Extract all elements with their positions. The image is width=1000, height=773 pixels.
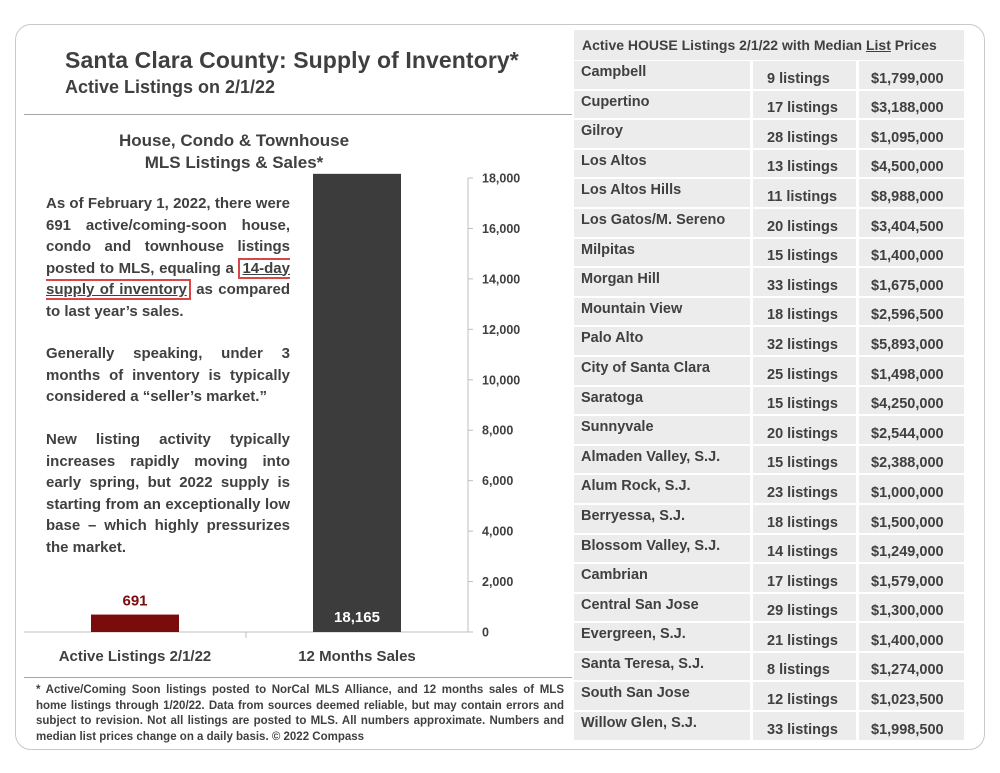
table-row — [574, 653, 964, 683]
description-paragraph-1 — [46, 193, 290, 322]
listings-count-cell: 11 listings — [750, 179, 856, 209]
description-paragraph-2: Generally speaking, under 3 months of inventory is typically considered a “seller’s market.” — [46, 345, 290, 405]
table-row — [574, 505, 964, 535]
y-tick-label: 14,000 — [482, 272, 521, 287]
y-tick-label: 0 — [482, 625, 489, 640]
city-cell: Campbell — [574, 61, 750, 91]
listings-count-cell: 15 listings — [750, 387, 856, 417]
city-cell: City of Santa Clara — [574, 357, 750, 387]
table-row — [574, 682, 964, 712]
median-price-cell: $1,579,000 — [856, 564, 964, 594]
table-row — [574, 357, 964, 387]
median-price-cell: $4,500,000 — [856, 150, 964, 180]
city-cell: Los Gatos/M. Sereno — [574, 209, 750, 239]
listings-count-cell: 33 listings — [750, 712, 856, 742]
bar-value-label: 18,165 — [334, 609, 380, 626]
bar-active-listings — [91, 615, 179, 632]
median-price-cell: $1,400,000 — [856, 239, 964, 269]
x-category-label: Active Listings 2/1/22 — [58, 648, 212, 665]
city-cell: Central San Jose — [574, 594, 750, 624]
page-title: Santa Clara County: Supply of Inventory* — [65, 47, 519, 73]
median-price-cell: $2,388,000 — [856, 446, 964, 476]
table-row — [574, 61, 964, 91]
table-row — [574, 387, 964, 417]
median-price-cell: $2,544,000 — [856, 416, 964, 446]
listings-count-cell: 13 listings — [750, 150, 856, 180]
y-tick-label: 4,000 — [482, 524, 514, 539]
median-price-cell: $5,893,000 — [856, 327, 964, 357]
description-text: as compared to last year’s sales. — [46, 281, 290, 320]
table-row — [574, 209, 964, 239]
y-tick-label: 6,000 — [482, 474, 514, 489]
y-tick-label: 12,000 — [482, 322, 521, 337]
y-tick-label: 16,000 — [482, 221, 521, 236]
city-cell: South San Jose — [574, 682, 750, 712]
listings-count-cell: 28 listings — [750, 120, 856, 150]
listings-count-cell: 32 listings — [750, 327, 856, 357]
table-row — [574, 564, 964, 594]
city-cell: Mountain View — [574, 298, 750, 328]
median-price-cell: $1,675,000 — [856, 268, 964, 298]
city-cell: Los Altos — [574, 150, 750, 180]
city-cell: Willow Glen, S.J. — [574, 712, 750, 742]
median-price-cell: $1,000,000 — [856, 475, 964, 505]
table-row — [574, 594, 964, 624]
city-cell: Almaden Valley, S.J. — [574, 446, 750, 476]
table-heading-text-end: Prices — [890, 37, 937, 53]
y-tick-label: 10,000 — [482, 373, 521, 388]
listings-count-cell: 15 listings — [750, 446, 856, 476]
city-cell: Santa Teresa, S.J. — [574, 653, 750, 683]
median-price-cell: $1,500,000 — [856, 505, 964, 535]
median-price-cell: $1,799,000 — [856, 61, 964, 91]
listings-table — [574, 30, 964, 742]
description-text: As of February 1, 2022, there were 691 active/coming-soon house, condo and townhouse listings posted to MLS, equaling a — [46, 195, 290, 277]
chart-heading-line1: House, Condo & Townhouse — [118, 131, 350, 150]
median-price-cell: $2,596,500 — [856, 298, 964, 328]
median-price-cell: $1,249,000 — [856, 535, 964, 565]
chart-heading-line2: MLS Listings & Sales* — [144, 153, 324, 172]
table-row — [574, 446, 964, 476]
median-price-cell: $1,300,000 — [856, 594, 964, 624]
city-cell: Blossom Valley, S.J. — [574, 535, 750, 565]
table-row — [574, 239, 964, 269]
table-row — [574, 623, 964, 653]
city-cell: Los Altos Hills — [574, 179, 750, 209]
median-price-cell: $1,400,000 — [856, 623, 964, 653]
table-row — [574, 179, 964, 209]
city-cell: Milpitas — [574, 239, 750, 269]
listings-count-cell: 8 listings — [750, 653, 856, 683]
city-cell: Morgan Hill — [574, 268, 750, 298]
listings-count-cell: 20 listings — [750, 416, 856, 446]
city-cell: Evergreen, S.J. — [574, 623, 750, 653]
listings-count-cell: 20 listings — [750, 209, 856, 239]
footnote-divider — [24, 677, 572, 678]
listings-count-cell: 25 listings — [750, 357, 856, 387]
table-row — [574, 712, 964, 742]
median-price-cell: $1,274,000 — [856, 653, 964, 683]
listings-count-cell: 15 listings — [750, 239, 856, 269]
listings-count-cell: 18 listings — [750, 298, 856, 328]
footnote: * Active/Coming Soon listings posted to NorCal MLS Alliance, and 12 months sales of MLS home listings through 1/20/22. Data from sources deemed reliable, but may contain errors and subject to revision. Not all listings are posted to MLS. All numbers approximate. Numbers and median list prices change on a daily basis. © 2022 Compass — [36, 684, 564, 743]
bar-value-label: 691 — [122, 592, 148, 610]
table-row — [574, 475, 964, 505]
description-paragraph-3: New listing activity typically increases rapidly moving into early spring, but 2022 supply is starting from an exceptionally low base – which highly pressurizes the market. — [46, 431, 290, 556]
listings-count-cell: 17 listings — [750, 91, 856, 121]
city-cell: Cupertino — [574, 91, 750, 121]
y-tick-label: 2,000 — [482, 575, 514, 590]
table-row — [574, 91, 964, 121]
table-heading-underlined: List — [865, 37, 891, 53]
listings-count-cell: 12 listings — [750, 682, 856, 712]
x-category-label: 12 Months Sales — [298, 648, 416, 665]
table-row — [574, 120, 964, 150]
table-row — [574, 327, 964, 357]
listings-count-cell: 17 listings — [750, 564, 856, 594]
y-tick-label: 8,000 — [482, 423, 514, 438]
city-cell: Saratoga — [574, 387, 750, 417]
city-cell: Gilroy — [574, 120, 750, 150]
median-price-cell: $3,404,500 — [856, 209, 964, 239]
table-row — [574, 298, 964, 328]
median-price-cell: $1,998,500 — [856, 712, 964, 742]
city-cell: Berryessa, S.J. — [574, 505, 750, 535]
median-price-cell: $8,988,000 — [856, 179, 964, 209]
city-cell: Palo Alto — [574, 327, 750, 357]
city-cell: Sunnyvale — [574, 416, 750, 446]
listings-count-cell: 9 listings — [750, 61, 856, 91]
listings-grid — [574, 61, 964, 742]
y-tick-label: 18,000 — [482, 171, 521, 186]
listings-count-cell: 18 listings — [750, 505, 856, 535]
table-row — [574, 416, 964, 446]
listings-count-cell: 23 listings — [750, 475, 856, 505]
highlighted-supply-text: 14-day supply of inventory — [46, 259, 290, 298]
table-heading-text: Active HOUSE Listings 2/1/22 with Median — [582, 37, 866, 53]
page-subtitle: Active Listings on 2/1/22 — [65, 77, 276, 97]
median-price-cell: $4,250,000 — [856, 387, 964, 417]
city-cell: Alum Rock, S.J. — [574, 475, 750, 505]
table-row — [574, 268, 964, 298]
table-row — [574, 150, 964, 180]
city-cell: Cambrian — [574, 564, 750, 594]
median-price-cell: $1,023,500 — [856, 682, 964, 712]
listings-count-cell: 29 listings — [750, 594, 856, 624]
listings-count-cell: 14 listings — [750, 535, 856, 565]
table-heading — [574, 30, 964, 60]
median-price-cell: $1,498,000 — [856, 357, 964, 387]
median-price-cell: $1,095,000 — [856, 120, 964, 150]
table-row — [574, 535, 964, 565]
bar-twelve-months-sales — [313, 174, 401, 632]
listings-count-cell: 33 listings — [750, 268, 856, 298]
median-price-cell: $3,188,000 — [856, 91, 964, 121]
listings-count-cell: 21 listings — [750, 623, 856, 653]
